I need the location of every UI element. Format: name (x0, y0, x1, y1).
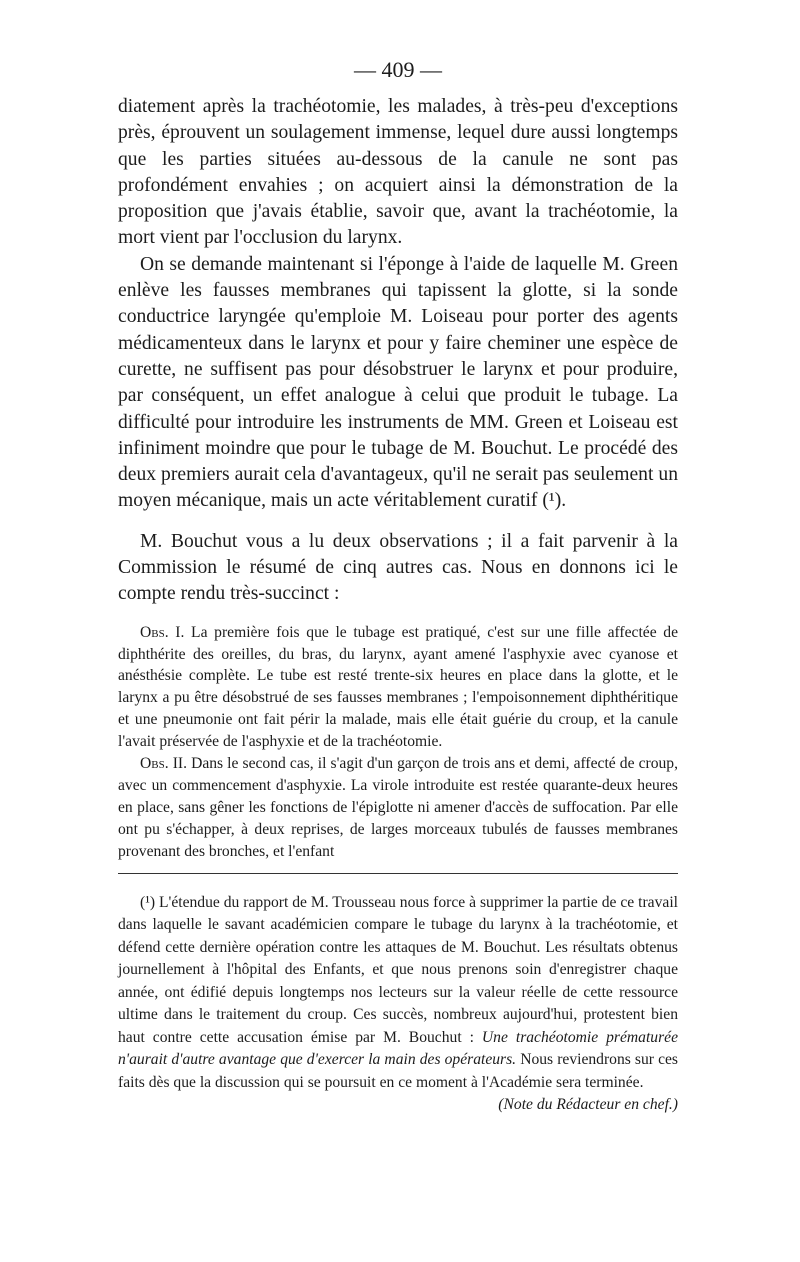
editor-signature: (Note du Rédacteur en chef.) (498, 1096, 678, 1114)
footnote-text-end: Nous reviendrons sur ces faits dès que la discussion qui se poursuit en ce moment à l'Académie sera terminée. (118, 1051, 678, 1091)
footnote-divider (118, 873, 678, 874)
footnote-reference: (¹). (542, 490, 567, 512)
observation-2 (118, 753, 678, 863)
page (118, 56, 678, 1117)
observation-label: Obs. II. (140, 755, 187, 773)
footnote-text: L'étendue du rapport de M. Trousseau nous force à supprimer la partie de ce travail dans laquelle le savant académicien compare le tubage du larynx à la trachéotomie, et défend cette dernière opération contre les attaques de M. Bouchut. Les résultats obtenus journellement à l'hôpital des Enfants, et que nous prenons soin d'enregistrer chaque année, ont édifié depuis longtemps nos lecteurs sur la valeur réelle de cette ressource ultime dans le traitement du croup. Ces succès, nombreux aujourd'hui, protestent bien haut contre cette accusation émise par M. Bouchut : (118, 893, 678, 1046)
observation-label: Obs. I. (140, 623, 185, 641)
footnote (118, 892, 678, 1114)
observation-text: La première fois que le tubage est pratiqué, c'est sur une fille affectée de diphthérite des oreilles, du bras, du larynx, ayant amené l'asphyxie avec cyanose et anésthésie complète. Le tube est resté trente-six heures en place dans la glotte, et le larynx a pu être désobstrué de ses fausses membranes ; l'empoisonnement diphthéritique et une pneumonie ont fait périr la malade, mais elle était guérie du croup, et la canule l'avait préservée de l'asphyxie et de la trachéotomie. (118, 623, 679, 751)
observation-text: Dans le second cas, il s'agit d'un garçon de trois ans et demi, affecté de croup, avec un commencement d'asphyxie. La virole introduite est restée quarante-deux heures en place, sans gêner les fonctions de l'épiglotte ni amener d'accès de suffocation. Par elle ont pu s'échapper, à deux reprises, de larges morceaux tubulés de fausses membranes provenant des bronches, et l'enfant (118, 755, 678, 860)
footnote-quote: Une trachéotomie prématurée n'aurait d'autre avantage que d'exercer la main des opérateurs. (118, 1028, 678, 1069)
observation-1 (118, 622, 678, 753)
paragraph-2-text: On se demande maintenant si l'éponge à l'aide de laquelle M. Green enlève les fausses membranes qui tapissent la glotte, si la sonde conductrice laryngée qu'emploie M. Loiseau pour porter des agents médicamenteux dans le larynx et pour y faire cheminer une espèce de curette, ne suffisent pas pour désobstruer le larynx et pour produire, par conséquent, un effet analogue à celui que produit le tubage. La difficulté pour introduire les instruments de MM. Green et Loiseau est infiniment moindre que pour le tubage de M. Bouchut. Le procédé des deux premiers aurait cela d'avantageux, qu'il ne serait pas seulement un moyen mécanique, mais un acte véritablement curatif (118, 253, 678, 512)
paragraph-2 (118, 252, 678, 515)
page-number: — 409 — (354, 57, 442, 82)
paragraph-1: diatement après la trachéotomie, les malades, à très-peu d'exceptions près, éprouvent un soulagement immense, lequel dure aussi longtemps que les parties situées au-dessous de la canule ne sont pas profondément envahies ; on acquiert ainsi la démonstration de la proposition que j'avais établie, savoir que, avant la trachéotomie, la mort vient par l'occlusion du larynx. (118, 96, 678, 249)
footnote-marker: (¹) (140, 893, 156, 911)
paragraph-3: M. Bouchut vous a lu deux observations ; il a fait parvenir à la Commission le résumé de cinq autres cas. Nous en donnons ici le compte rendu très-succinct : (118, 530, 678, 605)
observations (118, 622, 678, 863)
